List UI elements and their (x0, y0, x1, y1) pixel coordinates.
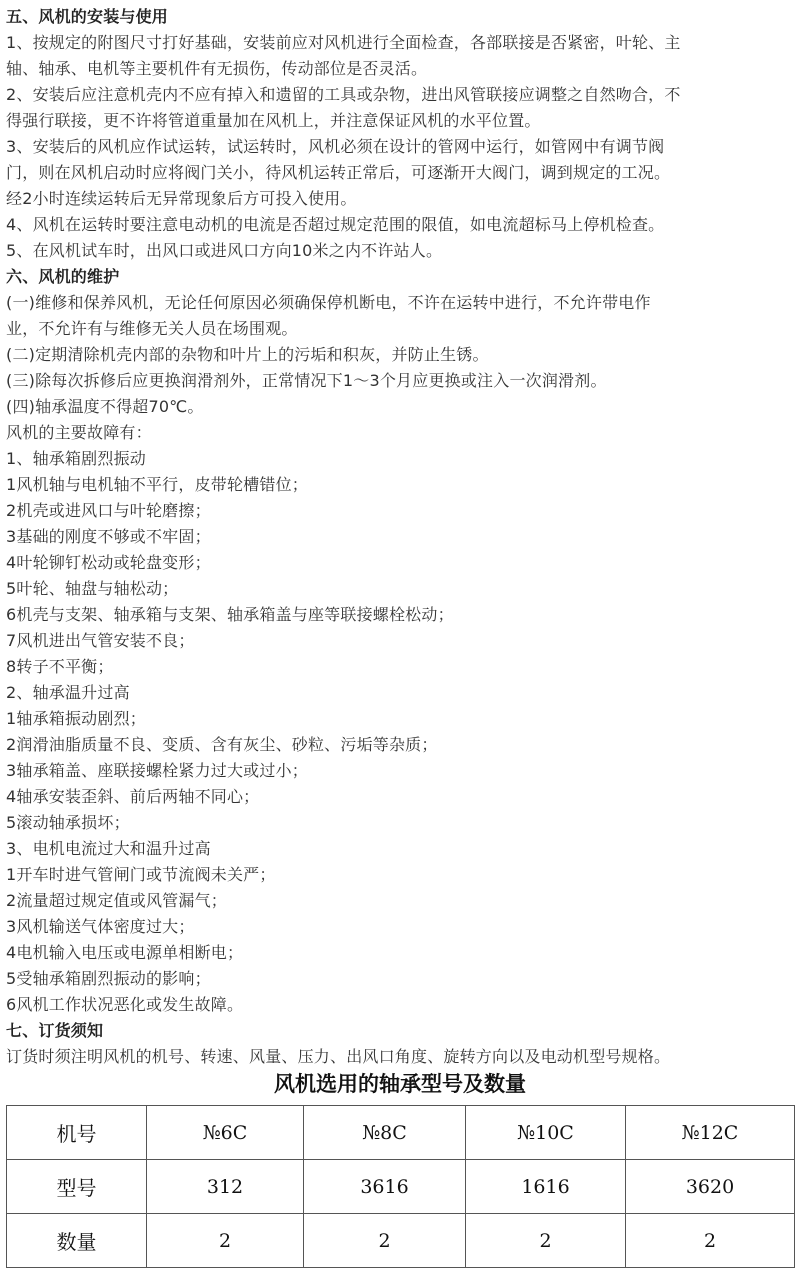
text-line: 2机壳或进风口与叶轮磨擦； (6, 501, 211, 520)
table-cell: 1616 (466, 1160, 626, 1214)
text-line: 风机的主要故障有： (6, 423, 152, 442)
text-line: 1、按规定的附图尺寸打好基础，安装前应对风机进行全面检查，各部联接是否紧密，叶轮、主 (6, 33, 681, 52)
text-line: (一)维修和保养风机，无论任何原因必须确保停机断电，不许在运转中进行，不允许带电作 (6, 293, 651, 312)
table-cell: 312 (147, 1160, 304, 1214)
table-cell: №10C (466, 1106, 626, 1160)
document-body (6, 4, 796, 1070)
text-line: 8转子不平衡； (6, 657, 114, 676)
text-line: 1开车时进气管闸门或节流阀未关严； (6, 865, 276, 884)
table-cell: 2 (626, 1214, 795, 1268)
text-line: 4轴承安装歪斜、前后两轴不同心； (6, 787, 260, 806)
text-line: 3、安装后的风机应作试运转，试运转时，风机必须在设计的管网中运行，如管网中有调节阀 (6, 137, 665, 156)
text-line: 订货时须注明风机的机号、转速、风量、压力、出风口角度、旋转方向以及电动机型号规格。 (6, 1047, 671, 1066)
text-line: 2流量超过规定值或风管漏气； (6, 891, 227, 910)
text-line: 5滚动轴承损坏； (6, 813, 130, 832)
text-line: 2、安装后应注意机壳内不应有掉入和遗留的工具或杂物，进出风管联接应调整之自然吻合，不 (6, 85, 681, 104)
row-header-cell: 型号 (7, 1160, 147, 1214)
table-cell: 3620 (626, 1160, 795, 1214)
text-line: 得强行联接，更不许将管道重量加在风机上，并注意保证风机的水平位置。 (6, 111, 541, 130)
text-line: 1、轴承箱剧烈振动 (6, 449, 146, 468)
text-line: 1轴承箱振动剧烈； (6, 709, 146, 728)
text-line: 4电机输入电压或电源单相断电； (6, 943, 244, 962)
text-line: 6风机工作状况恶化或发生故障。 (6, 995, 244, 1014)
table-row (7, 1214, 795, 1268)
text-line: 3轴承箱盖、座联接螺栓紧力过大或过小； (6, 761, 308, 780)
table-cell: 3616 (304, 1160, 466, 1214)
table-cell: 2 (304, 1214, 466, 1268)
section-heading: 七、订货须知 (6, 1021, 104, 1040)
table-cell: №8C (304, 1106, 466, 1160)
text-line: 2、轴承温升过高 (6, 683, 130, 702)
table-cell: №6C (147, 1106, 304, 1160)
text-line: 4、风机在运转时要注意电动机的电流是否超过规定范围的限值，如电流超标马上停机检查。 (6, 215, 665, 234)
text-line: 6机壳与支架、轴承箱与支架、轴承箱盖与座等联接螺栓松动； (6, 605, 454, 624)
text-line: 2润滑油脂质量不良、变质、含有灰尘、砂粒、污垢等杂质； (6, 735, 438, 754)
text-line: 轴、轴承、电机等主要机件有无损伤，传动部位是否灵活。 (6, 59, 428, 78)
text-line: 1风机轴与电机轴不平行，皮带轮槽错位； (6, 475, 308, 494)
text-line: 4叶轮铆钉松动或轮盘变形； (6, 553, 211, 572)
text-line: 3、电机电流过大和温升过高 (6, 839, 211, 858)
text-line: 7风机进出气管安装不良； (6, 631, 195, 650)
table-row (7, 1106, 795, 1160)
table-title: 风机选用的轴承型号及数量 (274, 1072, 526, 1096)
text-line: 业，不允许有与维修无关人员在场围观。 (6, 319, 298, 338)
text-line: 3风机输送气体密度过大； (6, 917, 195, 936)
text-line: (三)除每次拆修后应更换润滑剂外，正常情况下1～3个月应更换或注入一次润滑剂。 (6, 371, 607, 390)
section-heading: 六、风机的维护 (6, 267, 120, 286)
row-header-cell: 数量 (7, 1214, 147, 1268)
text-line: (四)轴承温度不得超70℃。 (6, 397, 204, 416)
table-cell: 2 (147, 1214, 304, 1268)
text-line: 5受轴承箱剧烈振动的影响； (6, 969, 211, 988)
text-line: 5、在风机试车时，出风口或进风口方向10米之内不许站人。 (6, 241, 443, 260)
text-line: 3基础的刚度不够或不牢固； (6, 527, 211, 546)
row-header-cell: 机号 (7, 1106, 147, 1160)
text-line: 5叶轮、轴盘与轴松动； (6, 579, 179, 598)
table-cell: 2 (466, 1214, 626, 1268)
table-row (7, 1160, 795, 1214)
text-line: 门，则在风机启动时应将阀门关小，待风机运转正常后，可逐渐开大阀门，调到规定的工况。 (6, 163, 671, 182)
bearing-table (6, 1105, 795, 1268)
section-heading: 五、风机的安装与使用 (6, 7, 169, 26)
table-cell: №12C (626, 1106, 795, 1160)
text-line: 经2小时连续运转后无异常现象后方可投入使用。 (6, 189, 357, 208)
text-line: (二)定期清除机壳内部的杂物和叶片上的污垢和积灰，并防止生锈。 (6, 345, 489, 364)
